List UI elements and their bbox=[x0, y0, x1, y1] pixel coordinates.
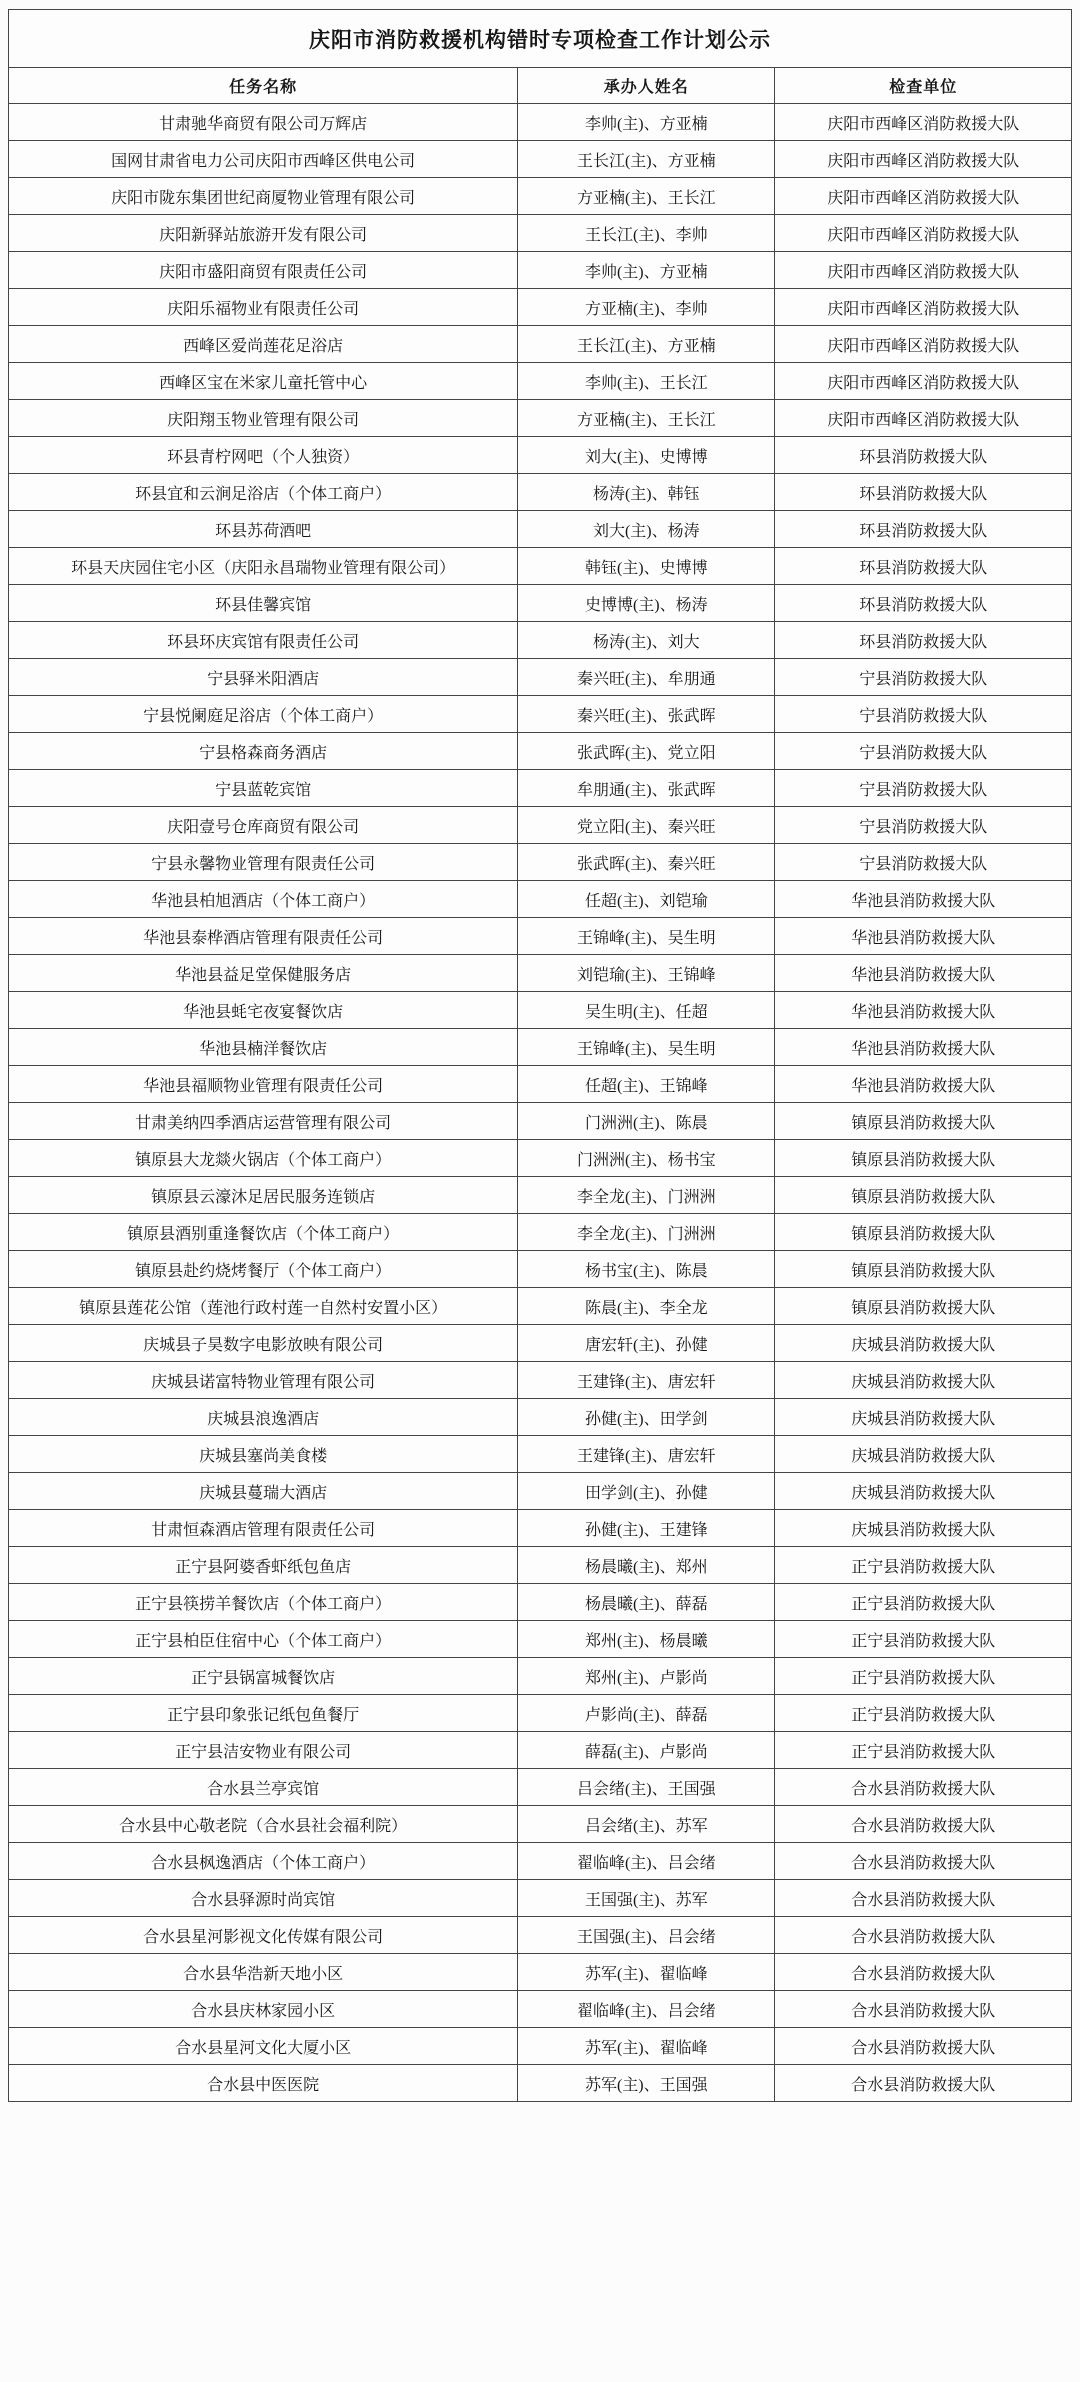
handlers-cell: 李帅(主)、方亚楠 bbox=[518, 252, 775, 289]
handlers-cell: 翟临峰(主)、吕会绪 bbox=[518, 1991, 775, 2028]
table-row bbox=[9, 437, 1072, 474]
unit-cell: 庆阳市西峰区消防救援大队 bbox=[775, 289, 1072, 326]
handlers-cell: 杨晨曦(主)、郑州 bbox=[518, 1547, 775, 1584]
handlers-cell: 杨晨曦(主)、薛磊 bbox=[518, 1584, 775, 1621]
unit-cell: 庆城县消防救援大队 bbox=[775, 1399, 1072, 1436]
handlers-cell: 张武晖(主)、党立阳 bbox=[518, 733, 775, 770]
unit-cell: 合水县消防救援大队 bbox=[775, 1954, 1072, 1991]
task-cell: 正宁县印象张记纸包鱼餐厅 bbox=[9, 1695, 518, 1732]
task-cell: 镇原县酒别重逢餐饮店（个体工商户） bbox=[9, 1214, 518, 1251]
handlers-cell: 秦兴旺(主)、张武晖 bbox=[518, 696, 775, 733]
table-row bbox=[9, 770, 1072, 807]
handlers-cell: 秦兴旺(主)、牟朋通 bbox=[518, 659, 775, 696]
table-row bbox=[9, 1954, 1072, 1991]
table-row bbox=[9, 363, 1072, 400]
table-row bbox=[9, 1621, 1072, 1658]
handlers-cell: 刘大(主)、史博博 bbox=[518, 437, 775, 474]
task-cell: 合水县枫逸酒店（个体工商户） bbox=[9, 1843, 518, 1880]
task-cell: 环县青柠网吧（个人独资） bbox=[9, 437, 518, 474]
handlers-cell: 苏军(主)、翟临峰 bbox=[518, 1954, 775, 1991]
task-cell: 甘肃驰华商贸有限公司万辉店 bbox=[9, 104, 518, 141]
unit-cell: 镇原县消防救援大队 bbox=[775, 1177, 1072, 1214]
task-cell: 宁县永馨物业管理有限责任公司 bbox=[9, 844, 518, 881]
unit-cell: 正宁县消防救援大队 bbox=[775, 1695, 1072, 1732]
table-row bbox=[9, 548, 1072, 585]
unit-cell: 合水县消防救援大队 bbox=[775, 2065, 1072, 2102]
table-row bbox=[9, 400, 1072, 437]
unit-cell: 正宁县消防救援大队 bbox=[775, 1584, 1072, 1621]
unit-cell: 宁县消防救援大队 bbox=[775, 659, 1072, 696]
table-head bbox=[9, 10, 1072, 104]
table-row bbox=[9, 511, 1072, 548]
task-cell: 合水县星河影视文化传媒有限公司 bbox=[9, 1917, 518, 1954]
handlers-cell: 任超(主)、刘铠瑜 bbox=[518, 881, 775, 918]
unit-cell: 合水县消防救援大队 bbox=[775, 1917, 1072, 1954]
task-cell: 庆阳翔玉物业管理有限公司 bbox=[9, 400, 518, 437]
unit-cell: 华池县消防救援大队 bbox=[775, 1066, 1072, 1103]
handlers-cell: 张武晖(主)、秦兴旺 bbox=[518, 844, 775, 881]
task-cell: 庆城县浪逸酒店 bbox=[9, 1399, 518, 1436]
table-row bbox=[9, 289, 1072, 326]
table-row bbox=[9, 1325, 1072, 1362]
handlers-cell: 王锦峰(主)、吴生明 bbox=[518, 918, 775, 955]
unit-cell: 宁县消防救援大队 bbox=[775, 770, 1072, 807]
handlers-cell: 李帅(主)、王长江 bbox=[518, 363, 775, 400]
handlers-cell: 翟临峰(主)、吕会绪 bbox=[518, 1843, 775, 1880]
task-cell: 合水县兰亭宾馆 bbox=[9, 1769, 518, 1806]
table-row bbox=[9, 844, 1072, 881]
task-cell: 庆阳新驿站旅游开发有限公司 bbox=[9, 215, 518, 252]
handlers-cell: 李全龙(主)、门洲洲 bbox=[518, 1214, 775, 1251]
task-cell: 正宁县柏臣住宿中心（个体工商户） bbox=[9, 1621, 518, 1658]
table-row bbox=[9, 141, 1072, 178]
handlers-cell: 郑州(主)、卢影尚 bbox=[518, 1658, 775, 1695]
unit-cell: 庆城县消防救援大队 bbox=[775, 1436, 1072, 1473]
unit-cell: 合水县消防救援大队 bbox=[775, 1806, 1072, 1843]
unit-cell: 环县消防救援大队 bbox=[775, 511, 1072, 548]
task-cell: 华池县柏旭酒店（个体工商户） bbox=[9, 881, 518, 918]
table-row bbox=[9, 1436, 1072, 1473]
task-cell: 合水县华浩新天地小区 bbox=[9, 1954, 518, 1991]
table-row bbox=[9, 1288, 1072, 1325]
handlers-cell: 孙健(主)、王建锋 bbox=[518, 1510, 775, 1547]
handlers-cell: 杨书宝(主)、陈晨 bbox=[518, 1251, 775, 1288]
unit-cell: 宁县消防救援大队 bbox=[775, 733, 1072, 770]
handlers-cell: 王长江(主)、方亚楠 bbox=[518, 326, 775, 363]
unit-cell: 庆阳市西峰区消防救援大队 bbox=[775, 326, 1072, 363]
handlers-cell: 卢影尚(主)、薛磊 bbox=[518, 1695, 775, 1732]
task-cell: 华池县泰桦酒店管理有限责任公司 bbox=[9, 918, 518, 955]
table-row bbox=[9, 1806, 1072, 1843]
task-cell: 合水县中心敬老院（合水县社会福利院） bbox=[9, 1806, 518, 1843]
unit-cell: 合水县消防救援大队 bbox=[775, 2028, 1072, 2065]
table-row bbox=[9, 696, 1072, 733]
handlers-cell: 门洲洲(主)、杨书宝 bbox=[518, 1140, 775, 1177]
handlers-cell: 方亚楠(主)、王长江 bbox=[518, 400, 775, 437]
table-row bbox=[9, 918, 1072, 955]
handlers-cell: 王锦峰(主)、吴生明 bbox=[518, 1029, 775, 1066]
table-row bbox=[9, 1214, 1072, 1251]
task-cell: 合水县中医医院 bbox=[9, 2065, 518, 2102]
unit-cell: 镇原县消防救援大队 bbox=[775, 1103, 1072, 1140]
handlers-cell: 苏军(主)、王国强 bbox=[518, 2065, 775, 2102]
unit-cell: 庆城县消防救援大队 bbox=[775, 1362, 1072, 1399]
unit-cell: 华池县消防救援大队 bbox=[775, 918, 1072, 955]
table-row bbox=[9, 992, 1072, 1029]
handlers-cell: 吴生明(主)、任超 bbox=[518, 992, 775, 1029]
task-cell: 环县苏荷酒吧 bbox=[9, 511, 518, 548]
handlers-cell: 田学剑(主)、孙健 bbox=[518, 1473, 775, 1510]
unit-cell: 华池县消防救援大队 bbox=[775, 1029, 1072, 1066]
table-row bbox=[9, 1732, 1072, 1769]
task-cell: 庆阳市盛阳商贸有限责任公司 bbox=[9, 252, 518, 289]
table-row bbox=[9, 733, 1072, 770]
task-cell: 正宁县阿婆香虾纸包鱼店 bbox=[9, 1547, 518, 1584]
task-cell: 镇原县莲花公馆（莲池行政村莲一自然村安置小区） bbox=[9, 1288, 518, 1325]
column-header-task: 任务名称 bbox=[9, 68, 518, 104]
table-row bbox=[9, 1695, 1072, 1732]
task-cell: 宁县格森商务酒店 bbox=[9, 733, 518, 770]
unit-cell: 庆城县消防救援大队 bbox=[775, 1510, 1072, 1547]
handlers-cell: 杨涛(主)、刘大 bbox=[518, 622, 775, 659]
unit-cell: 华池县消防救援大队 bbox=[775, 881, 1072, 918]
task-cell: 国网甘肃省电力公司庆阳市西峰区供电公司 bbox=[9, 141, 518, 178]
unit-cell: 镇原县消防救援大队 bbox=[775, 1288, 1072, 1325]
task-cell: 宁县蓝乾宾馆 bbox=[9, 770, 518, 807]
task-cell: 庆城县塞尚美食楼 bbox=[9, 1436, 518, 1473]
handlers-cell: 王长江(主)、方亚楠 bbox=[518, 141, 775, 178]
task-cell: 甘肃美纳四季酒店运营管理有限公司 bbox=[9, 1103, 518, 1140]
unit-cell: 镇原县消防救援大队 bbox=[775, 1251, 1072, 1288]
task-cell: 镇原县大龙燚火锅店（个体工商户） bbox=[9, 1140, 518, 1177]
unit-cell: 环县消防救援大队 bbox=[775, 622, 1072, 659]
handlers-cell: 王国强(主)、苏军 bbox=[518, 1880, 775, 1917]
task-cell: 华池县福顺物业管理有限责任公司 bbox=[9, 1066, 518, 1103]
table-row bbox=[9, 1251, 1072, 1288]
unit-cell: 正宁县消防救援大队 bbox=[775, 1621, 1072, 1658]
task-cell: 华池县蚝宅夜宴餐饮店 bbox=[9, 992, 518, 1029]
handlers-cell: 韩钰(主)、史博博 bbox=[518, 548, 775, 585]
handlers-cell: 郑州(主)、杨晨曦 bbox=[518, 1621, 775, 1658]
task-cell: 庆城县子昊数字电影放映有限公司 bbox=[9, 1325, 518, 1362]
unit-cell: 环县消防救援大队 bbox=[775, 437, 1072, 474]
task-cell: 庆阳壹号仓库商贸有限公司 bbox=[9, 807, 518, 844]
table-row bbox=[9, 2028, 1072, 2065]
task-cell: 宁县驿米阳酒店 bbox=[9, 659, 518, 696]
table-row bbox=[9, 1880, 1072, 1917]
table-row bbox=[9, 1103, 1072, 1140]
handlers-cell: 王长江(主)、李帅 bbox=[518, 215, 775, 252]
handlers-cell: 吕会绪(主)、苏军 bbox=[518, 1806, 775, 1843]
unit-cell: 宁县消防救援大队 bbox=[775, 696, 1072, 733]
table-row bbox=[9, 252, 1072, 289]
unit-cell: 庆阳市西峰区消防救援大队 bbox=[775, 178, 1072, 215]
unit-cell: 环县消防救援大队 bbox=[775, 548, 1072, 585]
unit-cell: 庆阳市西峰区消防救援大队 bbox=[775, 141, 1072, 178]
title-row bbox=[9, 10, 1072, 68]
handlers-cell: 方亚楠(主)、李帅 bbox=[518, 289, 775, 326]
handlers-cell: 刘大(主)、杨涛 bbox=[518, 511, 775, 548]
column-header-row bbox=[9, 68, 1072, 104]
page-title: 庆阳市消防救援机构错时专项检查工作计划公示 bbox=[9, 10, 1072, 68]
unit-cell: 正宁县消防救援大队 bbox=[775, 1658, 1072, 1695]
handlers-cell: 苏军(主)、翟临峰 bbox=[518, 2028, 775, 2065]
task-cell: 庆城县蔓瑞大酒店 bbox=[9, 1473, 518, 1510]
unit-cell: 庆阳市西峰区消防救援大队 bbox=[775, 215, 1072, 252]
task-cell: 华池县益足堂保健服务店 bbox=[9, 955, 518, 992]
task-cell: 镇原县赴约烧烤餐厅（个体工商户） bbox=[9, 1251, 518, 1288]
handlers-cell: 刘铠瑜(主)、王锦峰 bbox=[518, 955, 775, 992]
task-cell: 正宁县锅富城餐饮店 bbox=[9, 1658, 518, 1695]
task-cell: 庆阳市陇东集团世纪商厦物业管理有限公司 bbox=[9, 178, 518, 215]
handlers-cell: 王建锋(主)、唐宏轩 bbox=[518, 1362, 775, 1399]
unit-cell: 环县消防救援大队 bbox=[775, 585, 1072, 622]
table-row bbox=[9, 1769, 1072, 1806]
table-row bbox=[9, 2065, 1072, 2102]
task-cell: 正宁县筷捞羊餐饮店（个体工商户） bbox=[9, 1584, 518, 1621]
column-header-handlers: 承办人姓名 bbox=[518, 68, 775, 104]
handlers-cell: 陈晨(主)、李全龙 bbox=[518, 1288, 775, 1325]
handlers-cell: 李帅(主)、方亚楠 bbox=[518, 104, 775, 141]
table-row bbox=[9, 1399, 1072, 1436]
handlers-cell: 门洲洲(主)、陈晨 bbox=[518, 1103, 775, 1140]
unit-cell: 宁县消防救援大队 bbox=[775, 807, 1072, 844]
table-row bbox=[9, 585, 1072, 622]
table-row bbox=[9, 1066, 1072, 1103]
task-cell: 西峰区爱尚莲花足浴店 bbox=[9, 326, 518, 363]
unit-cell: 华池县消防救援大队 bbox=[775, 992, 1072, 1029]
table-row bbox=[9, 178, 1072, 215]
table-row bbox=[9, 474, 1072, 511]
unit-cell: 合水县消防救援大队 bbox=[775, 1769, 1072, 1806]
unit-cell: 合水县消防救援大队 bbox=[775, 1880, 1072, 1917]
table-row bbox=[9, 1843, 1072, 1880]
handlers-cell: 牟朋通(主)、张武晖 bbox=[518, 770, 775, 807]
table-row bbox=[9, 1510, 1072, 1547]
unit-cell: 合水县消防救援大队 bbox=[775, 1991, 1072, 2028]
task-cell: 宁县悦阑庭足浴店（个体工商户） bbox=[9, 696, 518, 733]
task-cell: 合水县庆林家园小区 bbox=[9, 1991, 518, 2028]
handlers-cell: 史博博(主)、杨涛 bbox=[518, 585, 775, 622]
unit-cell: 庆阳市西峰区消防救援大队 bbox=[775, 252, 1072, 289]
column-header-unit: 检查单位 bbox=[775, 68, 1072, 104]
unit-cell: 环县消防救援大队 bbox=[775, 474, 1072, 511]
table-row bbox=[9, 1140, 1072, 1177]
table-row bbox=[9, 1029, 1072, 1066]
task-cell: 环县佳馨宾馆 bbox=[9, 585, 518, 622]
unit-cell: 正宁县消防救援大队 bbox=[775, 1732, 1072, 1769]
unit-cell: 庆阳市西峰区消防救援大队 bbox=[775, 363, 1072, 400]
table-row bbox=[9, 1473, 1072, 1510]
task-cell: 西峰区宝在米家儿童托管中心 bbox=[9, 363, 518, 400]
table-row bbox=[9, 215, 1072, 252]
table-row bbox=[9, 1991, 1072, 2028]
table-row bbox=[9, 1584, 1072, 1621]
table-row bbox=[9, 659, 1072, 696]
task-cell: 庆城县诺富特物业管理有限公司 bbox=[9, 1362, 518, 1399]
unit-cell: 庆阳市西峰区消防救援大队 bbox=[775, 400, 1072, 437]
table-row bbox=[9, 955, 1072, 992]
table-row bbox=[9, 1547, 1072, 1584]
handlers-cell: 李全龙(主)、门洲洲 bbox=[518, 1177, 775, 1214]
task-cell: 庆阳乐福物业有限责任公司 bbox=[9, 289, 518, 326]
table-row bbox=[9, 1177, 1072, 1214]
task-cell: 镇原县云濠沐足居民服务连锁店 bbox=[9, 1177, 518, 1214]
inspection-plan-table bbox=[8, 9, 1072, 2102]
task-cell: 环县环庆宾馆有限责任公司 bbox=[9, 622, 518, 659]
unit-cell: 正宁县消防救援大队 bbox=[775, 1547, 1072, 1584]
table-row bbox=[9, 622, 1072, 659]
unit-cell: 镇原县消防救援大队 bbox=[775, 1140, 1072, 1177]
table-row bbox=[9, 1658, 1072, 1695]
task-cell: 合水县驿源时尚宾馆 bbox=[9, 1880, 518, 1917]
table-row bbox=[9, 881, 1072, 918]
task-cell: 正宁县洁安物业有限公司 bbox=[9, 1732, 518, 1769]
handlers-cell: 孙健(主)、田学剑 bbox=[518, 1399, 775, 1436]
table-body bbox=[9, 104, 1072, 2102]
unit-cell: 华池县消防救援大队 bbox=[775, 955, 1072, 992]
handlers-cell: 唐宏轩(主)、孙健 bbox=[518, 1325, 775, 1362]
unit-cell: 庆城县消防救援大队 bbox=[775, 1473, 1072, 1510]
task-cell: 华池县楠洋餐饮店 bbox=[9, 1029, 518, 1066]
unit-cell: 镇原县消防救援大队 bbox=[775, 1214, 1072, 1251]
table-row bbox=[9, 807, 1072, 844]
unit-cell: 宁县消防救援大队 bbox=[775, 844, 1072, 881]
handlers-cell: 方亚楠(主)、王长江 bbox=[518, 178, 775, 215]
unit-cell: 合水县消防救援大队 bbox=[775, 1843, 1072, 1880]
task-cell: 环县宜和云涧足浴店（个体工商户） bbox=[9, 474, 518, 511]
handlers-cell: 王建锋(主)、唐宏轩 bbox=[518, 1436, 775, 1473]
handlers-cell: 吕会绪(主)、王国强 bbox=[518, 1769, 775, 1806]
handlers-cell: 党立阳(主)、秦兴旺 bbox=[518, 807, 775, 844]
task-cell: 环县天庆园住宅小区（庆阳永昌瑞物业管理有限公司） bbox=[9, 548, 518, 585]
table-row bbox=[9, 104, 1072, 141]
task-cell: 甘肃恒森酒店管理有限责任公司 bbox=[9, 1510, 518, 1547]
handlers-cell: 杨涛(主)、韩钰 bbox=[518, 474, 775, 511]
table-row bbox=[9, 1917, 1072, 1954]
unit-cell: 庆城县消防救援大队 bbox=[775, 1325, 1072, 1362]
handlers-cell: 薛磊(主)、卢影尚 bbox=[518, 1732, 775, 1769]
handlers-cell: 任超(主)、王锦峰 bbox=[518, 1066, 775, 1103]
task-cell: 合水县星河文化大厦小区 bbox=[9, 2028, 518, 2065]
table-row bbox=[9, 1362, 1072, 1399]
handlers-cell: 王国强(主)、吕会绪 bbox=[518, 1917, 775, 1954]
table-row bbox=[9, 326, 1072, 363]
unit-cell: 庆阳市西峰区消防救援大队 bbox=[775, 104, 1072, 141]
